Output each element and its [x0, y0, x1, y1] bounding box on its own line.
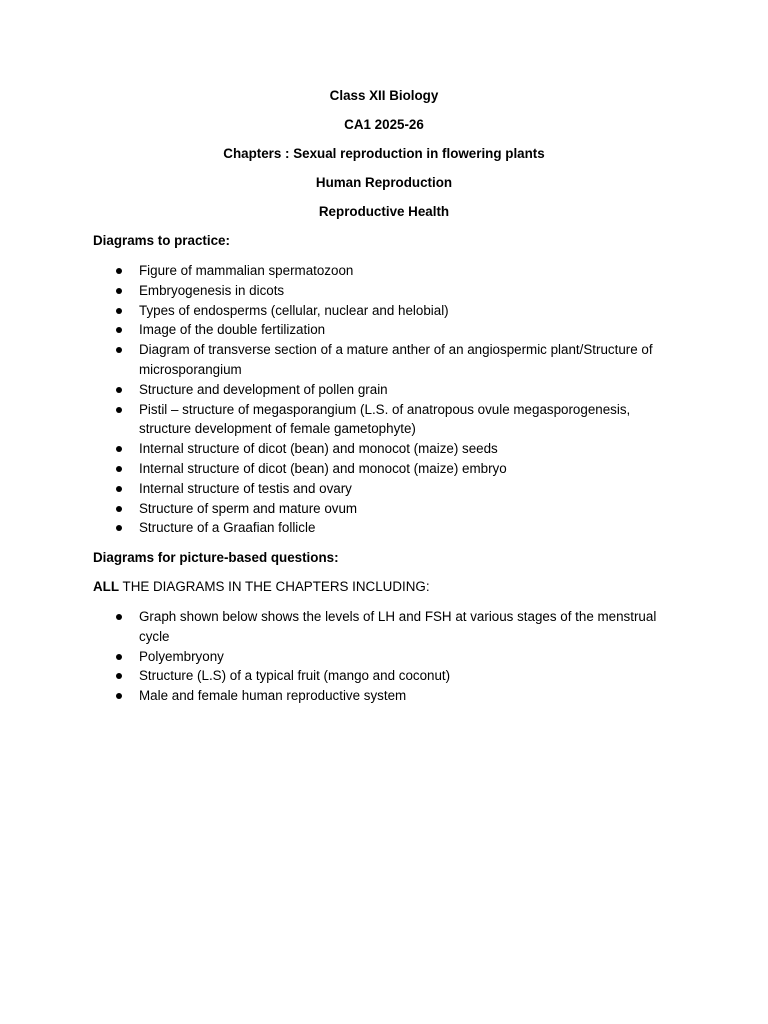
list-item: [0, 380, 679, 400]
list-item: [0, 459, 679, 479]
picture-questions-list: [0, 607, 768, 706]
bullet-icon: [116, 614, 122, 620]
list-item: [0, 518, 679, 538]
list-item-text: Embryogenesis in dicots: [139, 282, 285, 298]
list-item-text: Internal structure of dicot (bean) and monocot (maize) embryo: [139, 460, 507, 476]
list-item-text: Diagram of transverse section of a mature anther of an angiospermic plant/Structure of microsporangium: [139, 342, 653, 377]
list-item: [0, 647, 679, 667]
list-item-text: Structure of sperm and mature ovum: [139, 500, 358, 516]
bullet-icon: [116, 288, 122, 294]
all-emphasis: ALL: [93, 579, 120, 594]
practice-diagrams-list: [0, 261, 768, 538]
bullet-icon: [116, 506, 122, 512]
list-item-text: Image of the double fertilization: [139, 322, 326, 338]
bullet-icon: [116, 347, 122, 353]
chapter-human-reproduction: Human Reproduction: [315, 175, 453, 190]
chapter-reproductive-health: Reproductive Health: [318, 204, 450, 219]
list-item-text: Male and female human reproductive system: [139, 688, 407, 704]
class-title: Class XII Biology: [329, 88, 439, 103]
picture-based-questions-heading: Diagrams for picture-based questions:: [93, 550, 339, 565]
list-item: [0, 686, 679, 706]
bullet-icon: [116, 486, 122, 492]
list-item-text: Figure of mammalian spermatozoon: [139, 263, 354, 278]
bullet-icon: [116, 654, 122, 660]
chapters-title: Chapters : Sexual reproduction in flowering plants: [223, 146, 545, 161]
list-item: [0, 281, 679, 301]
list-item-text: Types of endosperms (cellular, nuclear and helobial): [139, 302, 449, 318]
bullet-icon: [116, 446, 122, 452]
list-item: [0, 400, 679, 440]
bullet-icon: [116, 268, 122, 274]
bullet-icon: [116, 387, 122, 393]
bullet-icon: [116, 308, 122, 314]
list-item: [0, 340, 679, 380]
bullet-icon: [116, 327, 122, 333]
bullet-icon: [116, 525, 122, 531]
list-item: [0, 666, 679, 686]
list-item-text: Graph shown below shows the levels of LH and FSH at various stages of the menstrual cycle: [139, 609, 657, 644]
assessment-title: CA1 2025-26: [344, 117, 424, 132]
bullet-icon: [116, 466, 122, 472]
list-item: [0, 479, 679, 499]
list-item-text: Pistil – structure of megasporangium (L.S. of anatropous ovule megasporogenesis, structure development of female gametophyte): [139, 401, 631, 437]
list-item-text: Structure and development of pollen grain: [139, 381, 388, 397]
all-diagrams-text: THE DIAGRAMS IN THE CHAPTERS INCLUDING:: [119, 579, 430, 594]
list-item: [0, 261, 679, 281]
list-item-text: Internal structure of testis and ovary: [139, 480, 352, 496]
list-item: [0, 499, 679, 519]
all-diagrams-line: [93, 578, 430, 596]
list-item-text: Structure (L.S) of a typical fruit (mango and coconut): [139, 668, 451, 684]
diagrams-to-practice-heading: Diagrams to practice:: [93, 233, 230, 248]
bullet-icon: [116, 673, 122, 679]
list-item: [0, 439, 679, 459]
bullet-icon: [116, 693, 122, 699]
list-item-text: Polyembryony: [139, 648, 224, 664]
list-item: [0, 607, 679, 647]
list-item-text: Structure of a Graafian follicle: [139, 520, 316, 536]
list-item: [0, 320, 679, 340]
list-item-text: Internal structure of dicot (bean) and monocot (maize) seeds: [139, 441, 498, 457]
bullet-icon: [116, 407, 122, 413]
list-item: [0, 301, 679, 321]
